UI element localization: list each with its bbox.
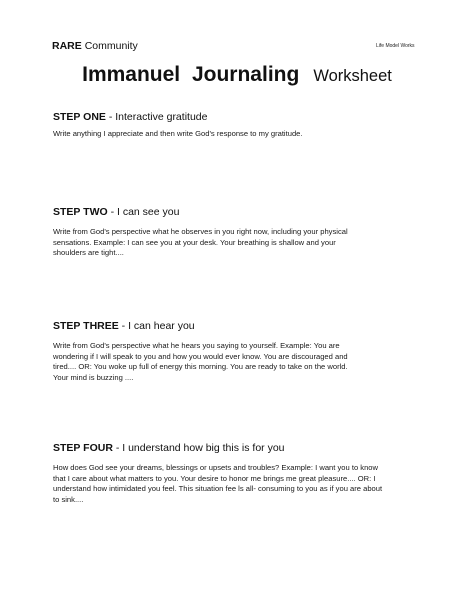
instruction-line: shoulders are tight.... (53, 248, 124, 258)
step-instructions (53, 227, 433, 259)
organization-name (52, 40, 138, 52)
step-two-section (53, 206, 433, 259)
instruction-line: sensations. Example: I can see you at your desk. Your breathing is shallow and your (53, 237, 336, 247)
instruction-line: to sink.... (53, 494, 84, 504)
instruction-line: wondering if I will speak to you and how you would ever know. You are discouraged and (53, 351, 348, 361)
step-instructions (53, 463, 433, 505)
instruction-line: Your mind is buzzing .... (53, 372, 134, 382)
step-heading (53, 320, 433, 332)
header-note: Life Model Works (376, 43, 415, 49)
step-label: STEP TWO (53, 206, 108, 218)
brand-suffix: Community (84, 40, 138, 52)
step-label: STEP ONE (53, 111, 106, 123)
step-instructions (53, 341, 433, 383)
step-three-section (53, 320, 433, 383)
step-label: STEP THREE (53, 320, 119, 332)
step-heading (53, 111, 433, 123)
step-one-section (53, 111, 433, 140)
instruction-line: understand how intimidated you feel. This situation fee ls all- consuming to you as if you are about (53, 484, 383, 494)
step-subtitle: - I understand how big this is for you (115, 442, 285, 454)
instruction-line: How does God see your dreams, blessings or upsets and troubles? Example: I want you to know (53, 463, 379, 472)
step-heading (53, 442, 433, 454)
page-title (0, 63, 474, 87)
step-subtitle: - I can see you (110, 206, 180, 218)
step-subtitle: - Interactive gratitude (108, 111, 208, 123)
step-heading (53, 206, 433, 218)
brand-name: RARE (52, 40, 82, 52)
step-four-section (53, 442, 433, 505)
instruction-line: Write from God's perspective what he observes in you right now, including your physical (53, 227, 348, 236)
instruction-line: Write anything I appreciate and then write God's response to my gratitude. (53, 129, 303, 138)
instruction-line: Write from God's perspective what he hears you saying to yourself. Example: You are (53, 341, 340, 350)
title-main: Immanuel Journaling (82, 63, 300, 86)
step-subtitle: - I can hear you (121, 320, 195, 332)
step-instructions (53, 129, 433, 140)
instruction-line: tired.... OR: You woke up full of energy this morning. You are ready to take on the world. (53, 362, 348, 372)
title-sub: Worksheet (313, 67, 392, 85)
instruction-line: that I care about what matters to you. Your desire to honor me brings me great pleasure.... OR: I (53, 473, 376, 483)
step-label: STEP FOUR (53, 442, 113, 454)
